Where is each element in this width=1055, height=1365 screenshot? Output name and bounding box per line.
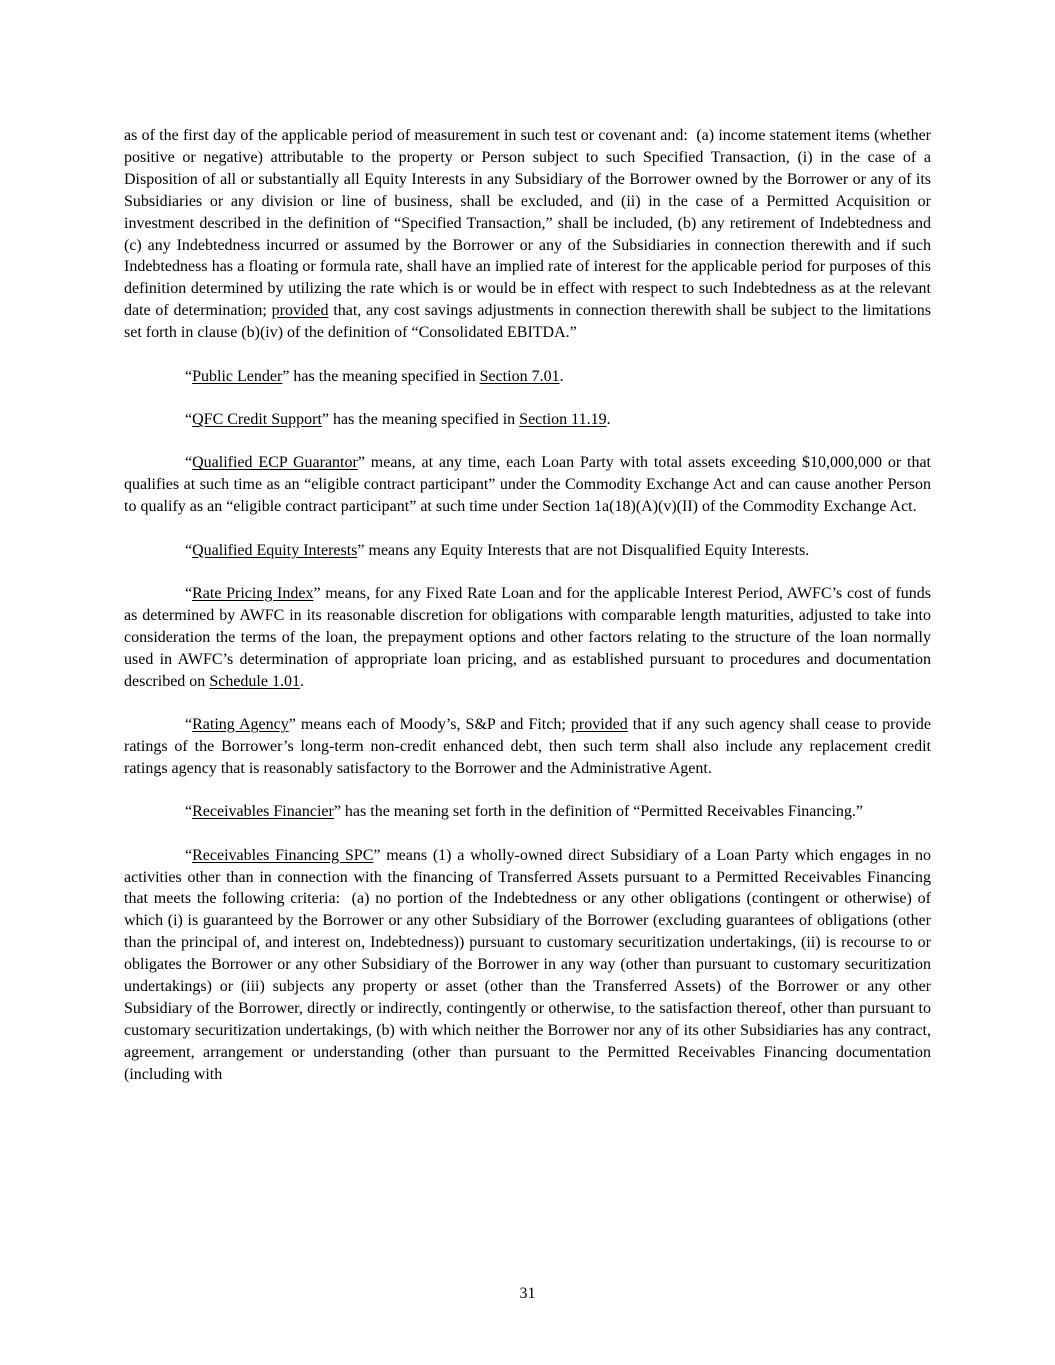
open-quote: “ (185, 716, 193, 734)
schedule-reference: Schedule 1.01 (209, 672, 300, 690)
definition-text: ” has the meaning set forth in the definition of “Permitted Receivables Financing.” (333, 803, 864, 821)
open-quote: “ (185, 541, 193, 559)
definition-qualified-ecp-guarantor (124, 452, 931, 518)
definition-close: . (299, 672, 304, 690)
open-quote: “ (185, 410, 193, 428)
defined-term: Rate Pricing Index (192, 585, 314, 602)
provided-term: provided (570, 716, 628, 734)
definition-public-lender (124, 366, 931, 388)
defined-term: Public Lender (192, 367, 283, 385)
definition-receivables-financing-spc (124, 845, 931, 1086)
definition-text: ” means (1) a wholly-owned direct Subsidiary of a Loan Party which engages in no activities other than in connection with the financing of Transferred Assets pursuant to a Permitted Receivables Financing that meets the following criteria: (a) no portion of the Indebtedness or any other obligations (contingent or otherwise) of which (i) is guaranteed by the Borrower or any other Subsidiary of the Borrower (excluding guarantees of obligations (other than the principal of, and interest on, Indebtedness)) pursuant to customary securitization undertakings, (ii) is recourse to or obligates the Borrower or any other Subsidiary of the Borrower in any way (other than pursuant to customary securitization undertakings) or (iii) subjects any property or asset (other than the Transferred Assets) of the Borrower or any other Subsidiary of the Borrower, directly or indirectly, contingently or otherwise, to the satisfaction thereof, other than pursuant to customary securitization undertakings, (b) with which neither the Borrower nor any of its other Subsidiaries has any contract, agreement, arrangement or understanding (other than pursuant to the Permitted Receivables Financing documentation (including with (124, 846, 931, 1083)
definition-close: . (606, 410, 611, 428)
open-quote: “ (185, 454, 193, 472)
defined-term: Receivables Financing SPC (192, 846, 374, 864)
defined-term: Qualified Equity Interests (192, 541, 358, 559)
definition-text: ” means, at any time, each Loan Party with total assets exceeding $10,000,000 or that qualifies at such time as an “eligible contract participant” under the Commodity Exchange Act and can cause another Person to qualify as an “eligible contract participant” at such time under Section 1a(18)(A)(v)(II) of the Commodity Exchange Act. (124, 454, 931, 516)
open-quote: “ (185, 846, 193, 864)
definition-close: . (559, 367, 564, 385)
intro-text-after: that, any cost savings adjustments in connection therewith shall be subject to the limitations set forth in clause (b)(iv) of the definition of “Consolidated EBITDA.” (124, 302, 932, 342)
section-reference: Section 11.19 (519, 410, 607, 428)
definition-close: that if any such agency shall cease to provide ratings of the Borrower’s long-term non-credit enhanced debt, then such term shall also include any replacement credit ratings agency that is reasonably satisfactory to the Borrower and the Administrative Agent. (124, 716, 932, 777)
definition-text: ” means, for any Fixed Rate Loan and for the applicable Interest Period, AWFC’s cost of funds as determined by AWFC in its reasonable discretion for obligations with comparable length maturities, adjusted to take into consideration the terms of the loan, the prepayment options and other factors relating to the structure of the loan normally used in AWFC’s determination of appropriate loan pricing, and as established pursuant to procedures and documentation described on (124, 585, 932, 690)
definition-text: ” means each of Moody’s, S&P and Fitch; (288, 716, 571, 734)
section-reference: Section 7.01 (479, 367, 560, 385)
defined-term: Receivables Financier (192, 803, 334, 821)
open-quote: “ (185, 367, 193, 385)
intro-text: as of the first day of the applicable period of measurement in such test or covenant and: (a) income statement items (whether positive or negative) attributable to the property or Person subject to such Specified Transaction, (i) in the case of a Disposition of all or substantially all Equity Interests in any Subsidiary of the Borrower owned by the Borrower or any of its Subsidiaries or any division or line of business, shall be excluded, and (ii) in the case of a Permitted Acquisition or investment described in the definition of “Specified Transaction,” shall be included, (b) any retirement of Indebtedness and (c) any Indebtedness incurred or assumed by the Borrower or any of the Subsidiaries in connection therewith and if such Indebtedness has a floating or formula rate, shall have an implied rate of interest for the applicable period for purposes of this definition determined by utilizing the rate which is or would be in effect with respect to such Indebtedness as at the relevant date of determination; (124, 127, 931, 320)
provided-term: provided (271, 302, 329, 320)
definition-qfc-credit-support (124, 409, 931, 431)
definition-rate-pricing-index (124, 583, 931, 693)
definition-receivables-financier (124, 801, 931, 823)
definition-rating-agency (124, 714, 931, 780)
definition-text: ” means any Equity Interests that are not Disqualified Equity Interests. (357, 541, 810, 559)
defined-term: Rating Agency (192, 716, 289, 734)
document-body (124, 125, 931, 1107)
page-number: 31 (519, 1285, 536, 1302)
defined-term: QFC Credit Support (192, 410, 322, 428)
intro-paragraph (124, 125, 931, 344)
open-quote: “ (185, 803, 193, 821)
definition-text: ” has the meaning specified in (321, 410, 520, 428)
open-quote: “ (185, 585, 193, 602)
definition-text: ” has the meaning specified in (282, 367, 480, 385)
defined-term: Qualified ECP Guarantor (192, 454, 358, 472)
definition-qualified-equity-interests (124, 540, 931, 562)
